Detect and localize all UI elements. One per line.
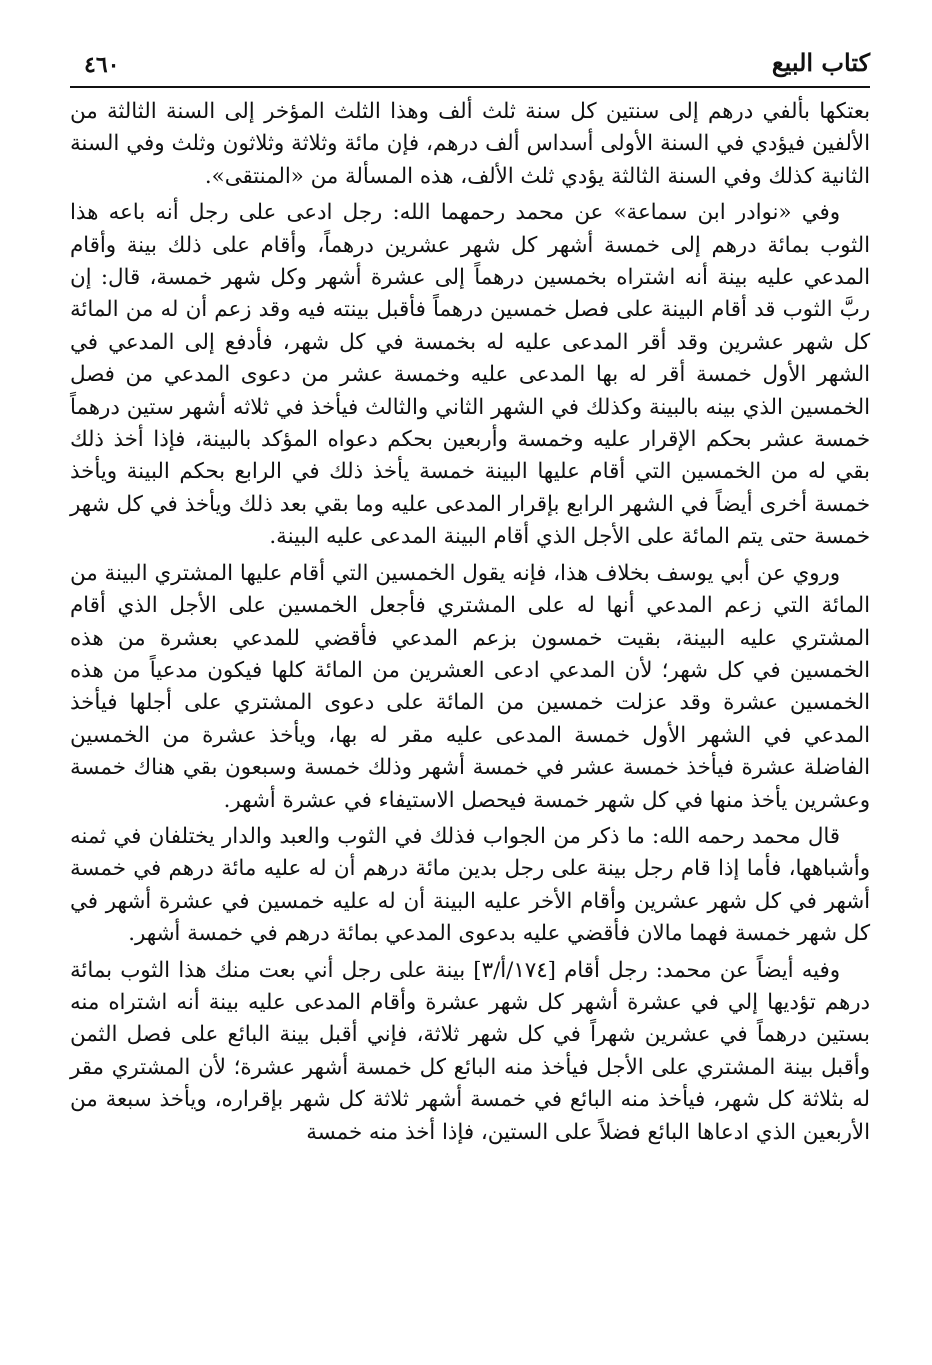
page-number: ٤٦٠: [84, 52, 120, 78]
paragraph-2: وفي «نوادر ابن سماعة» عن محمد رحمهما الله: رجل ادعى على رجل أنه باعه هذا الثوب بمائة درهم إلى خمسة أشهر كل شهر عشرين درهماً، وأقام على ذلك بينة وأقام المدعي عليه بينة أنه اشتراه بخمسين درهماً إلى عشرة أشهر وكل شهر خمسة، قال: إن ربَّ الثوب قد أقام البينة على فصل خمسين درهماً فأقبل بينته فيه وقد زعم أن له من المائة كل شهر عشرين وقد أقر المدعى عليه له بخمسة في كل شهر، فأدفع إلى المدعي في الشهر الأول خمسة أقر له بها المدعى عليه وخمسة عشر من دعوى المدعي من فصل الخمسين الذي بينه بالبينة وكذلك في الشهر الثاني والثالث فيأخذ في ثلاثه أشهر ستين درهماً خمسة عشر بحكم الإقرار عليه وخمسة وأربعين بحكم دعواه المؤكد بالبينة، فإذا أخذ ذلك بقي له من الخمسين التي أقام عليها البينة خمسة يأخذ ذلك في الرابع بحكم البينة ويأخذ خمسة أخرى أيضاً في الشهر الرابع بإقرار المدعى عليه وما بقي بعد ذلك ويأخذ في كل شهر خمسة حتى يتم المائة على الأجل الذي أقام البينة المدعى عليه البينة.: [70, 200, 870, 550]
page-header: [70, 44, 870, 84]
book-page: [70, 44, 870, 1354]
paragraph-5: وفيه أيضاً عن محمد: رجل أقام [١٧٤/أ/٣] بينة على رجل أني بعت منك هذا الثوب بمائة درهم تؤديها إلي في عشرة أشهر كل شهر عشرة وأقام المدعى عليه بينة أنه اشتراه منه بستين درهماً في عشرين شهراً في كل شهر ثلاثة، فإني أقبل بينة البائع على فصل الثمن وأقبل بينة المشتري على الأجل فيأخذ منه البائع كل خمسة أشهر عشرة؛ لأن المشتري مقر له بثلاثة كل شهر، فيأخذ منه البائع في خمسة أشهر ثلاثة كل شهر بإقراره، ويأخذ سبعة من الأربعين الذي ادعاها البائع فضلاً على الستين، فإذا أخذ منه خمسة: [70, 957, 870, 1145]
running-title: كتاب البيع: [771, 48, 870, 77]
body-text: [70, 96, 870, 1149]
paragraph-4: قال محمد رحمه الله: ما ذكر من الجواب فذلك في الثوب والعبد والدار يختلفان في ثمنه وأشباهها، فأما إذا قام رجل بينة على رجل بدين مائة درهم أن له عليه مائة درهم في خمسة أشهر في كل شهر عشرين وأقام الأخر عليه البينة أن له عليه خمسين في عشرة أشهر في كل شهر خمسة فهما مالان فأقضي عليه بدعوى المدعي بمائة درهم في خمسة أشهر.: [70, 823, 870, 947]
header-rule: [70, 86, 870, 88]
paragraph-1: بعتكها بألفي درهم إلى سنتين كل سنة ثلث ألف وهذا الثلث المؤخر إلى السنة الثالثة من الألفين فيؤدي في السنة الأولى أسداس ألف درهم، فإن مائة وثلاثة وثلاثون وثلث وفي السنة الثانية كذلك وفي السنة الثالثة يؤدي ثلث الألف، هذه المسألة من «المنتقى».: [70, 99, 870, 189]
paragraph-3: وروي عن أبي يوسف بخلاف هذا، فإنه يقول الخمسين التي أقام عليها المشتري البينة من المائة التي زعم المدعي أنها له على المشتري فأجعل الخمسين على الأجل الذي أقام المشتري عليه البينة، بقيت خمسون بزعم المدعي فأقضي للمدعي بعشرة من هذه الخمسين في كل شهر؛ لأن المدعي ادعى العشرين من المائة كلها فيكون مدعياً من هذه الخمسين عشرة وقد عزلت خمسين من المائة على دعوى المشتري على أجلها فيأخذ المدعي في الشهر الأول خمسة المدعى عليه مقر له بها، ويأخذ عشرة من الخمسين الفاضلة عشرة فيأخذ خمسة عشر في خمسة أشهر وذلك خمسة وسبعون بقي هناك خمسة وعشرين يأخذ منها في كل شهر خمسة فيحصل الاستيفاء في عشرة أشهر.: [70, 560, 870, 813]
